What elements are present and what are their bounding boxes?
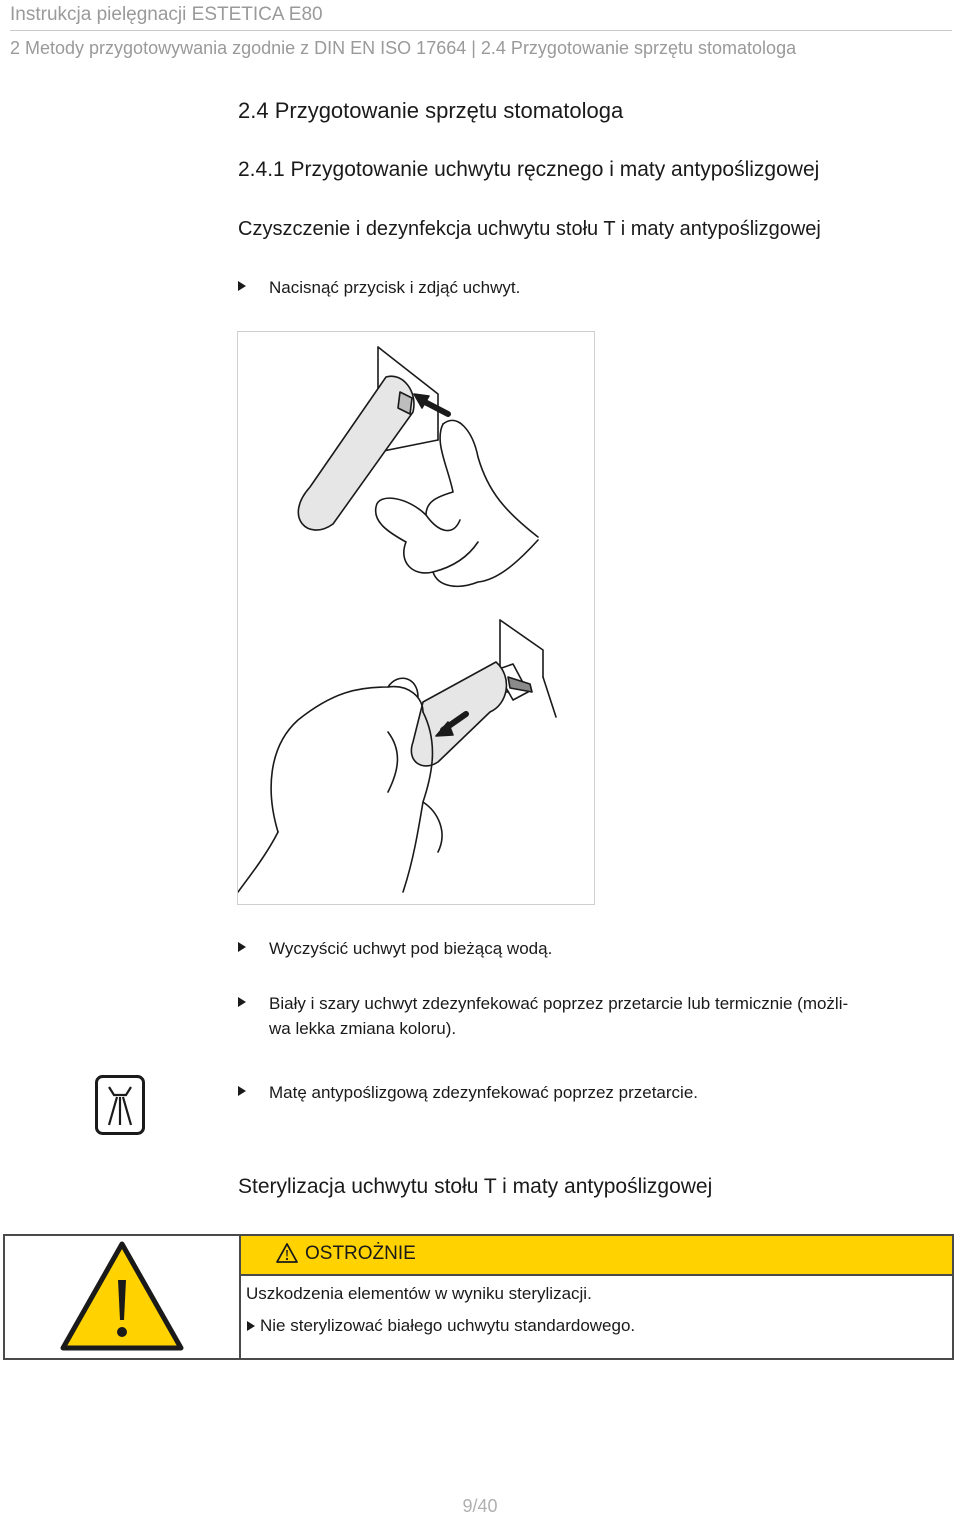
handle-removal-figure	[237, 331, 595, 905]
caution-triangle-icon	[5, 1236, 239, 1358]
caution-instruction-text: Nie sterylizować białego uchwytu standardowego.	[260, 1316, 636, 1335]
caution-notice	[3, 1234, 954, 1360]
breadcrumb: 2 Metody przygotowywania zgodnie z DIN EN ISO 17664 | 2.4 Przygotowanie sprzętu stomatologa	[10, 38, 797, 58]
section-heading: 2.4 Przygotowanie sprzętu stomatologa	[238, 98, 624, 123]
bullet-arrow-icon	[238, 281, 246, 291]
page-number: 9/40	[462, 1496, 498, 1516]
caution-banner	[241, 1236, 952, 1276]
document-title: Instrukcja pielęgnacji ESTETICA E80	[10, 4, 323, 25]
step-text: Matę antypoślizgową zdezynfekować poprzez przetarcie.	[269, 1083, 698, 1102]
cleaning-heading: Czyszczenie i dezynfekcja uchwytu stołu T i maty antypoślizgowej	[238, 218, 821, 240]
step-text: Wyczyścić uchwyt pod bieżącą wodą.	[269, 939, 553, 958]
sterilization-heading: Sterylizacja uchwytu stołu T i maty antypoślizgowej	[238, 1175, 713, 1198]
step-disinfect-handle	[238, 992, 953, 1042]
bullet-arrow-icon	[247, 1321, 255, 1331]
header-divider	[10, 30, 952, 31]
wipe-disinfection-icon	[95, 1075, 145, 1135]
handle-removal-icon	[238, 332, 594, 904]
bullet-arrow-icon	[238, 942, 246, 952]
caution-symbol-cell	[5, 1236, 241, 1358]
caution-cause: Uszkodzenia elementów w wyniku sterylizacji.	[246, 1284, 592, 1303]
bullet-arrow-icon	[238, 1086, 246, 1096]
step-text-line2: wa lekka zmiana koloru).	[269, 1019, 457, 1038]
small-warning-icon	[275, 1242, 299, 1264]
step-text: Nacisnąć przycisk i zdjąć uchwyt.	[269, 278, 521, 297]
caution-title: OSTROŻNIE	[305, 1243, 416, 1264]
bullet-arrow-icon	[238, 997, 246, 1007]
subsection-heading: 2.4.1 Przygotowanie uchwytu ręcznego i maty antypoślizgowej	[238, 158, 820, 181]
step-text-line1: Biały i szary uchwyt zdezynfekować poprzez przetarcie lub termicznie (możli-	[269, 994, 849, 1013]
